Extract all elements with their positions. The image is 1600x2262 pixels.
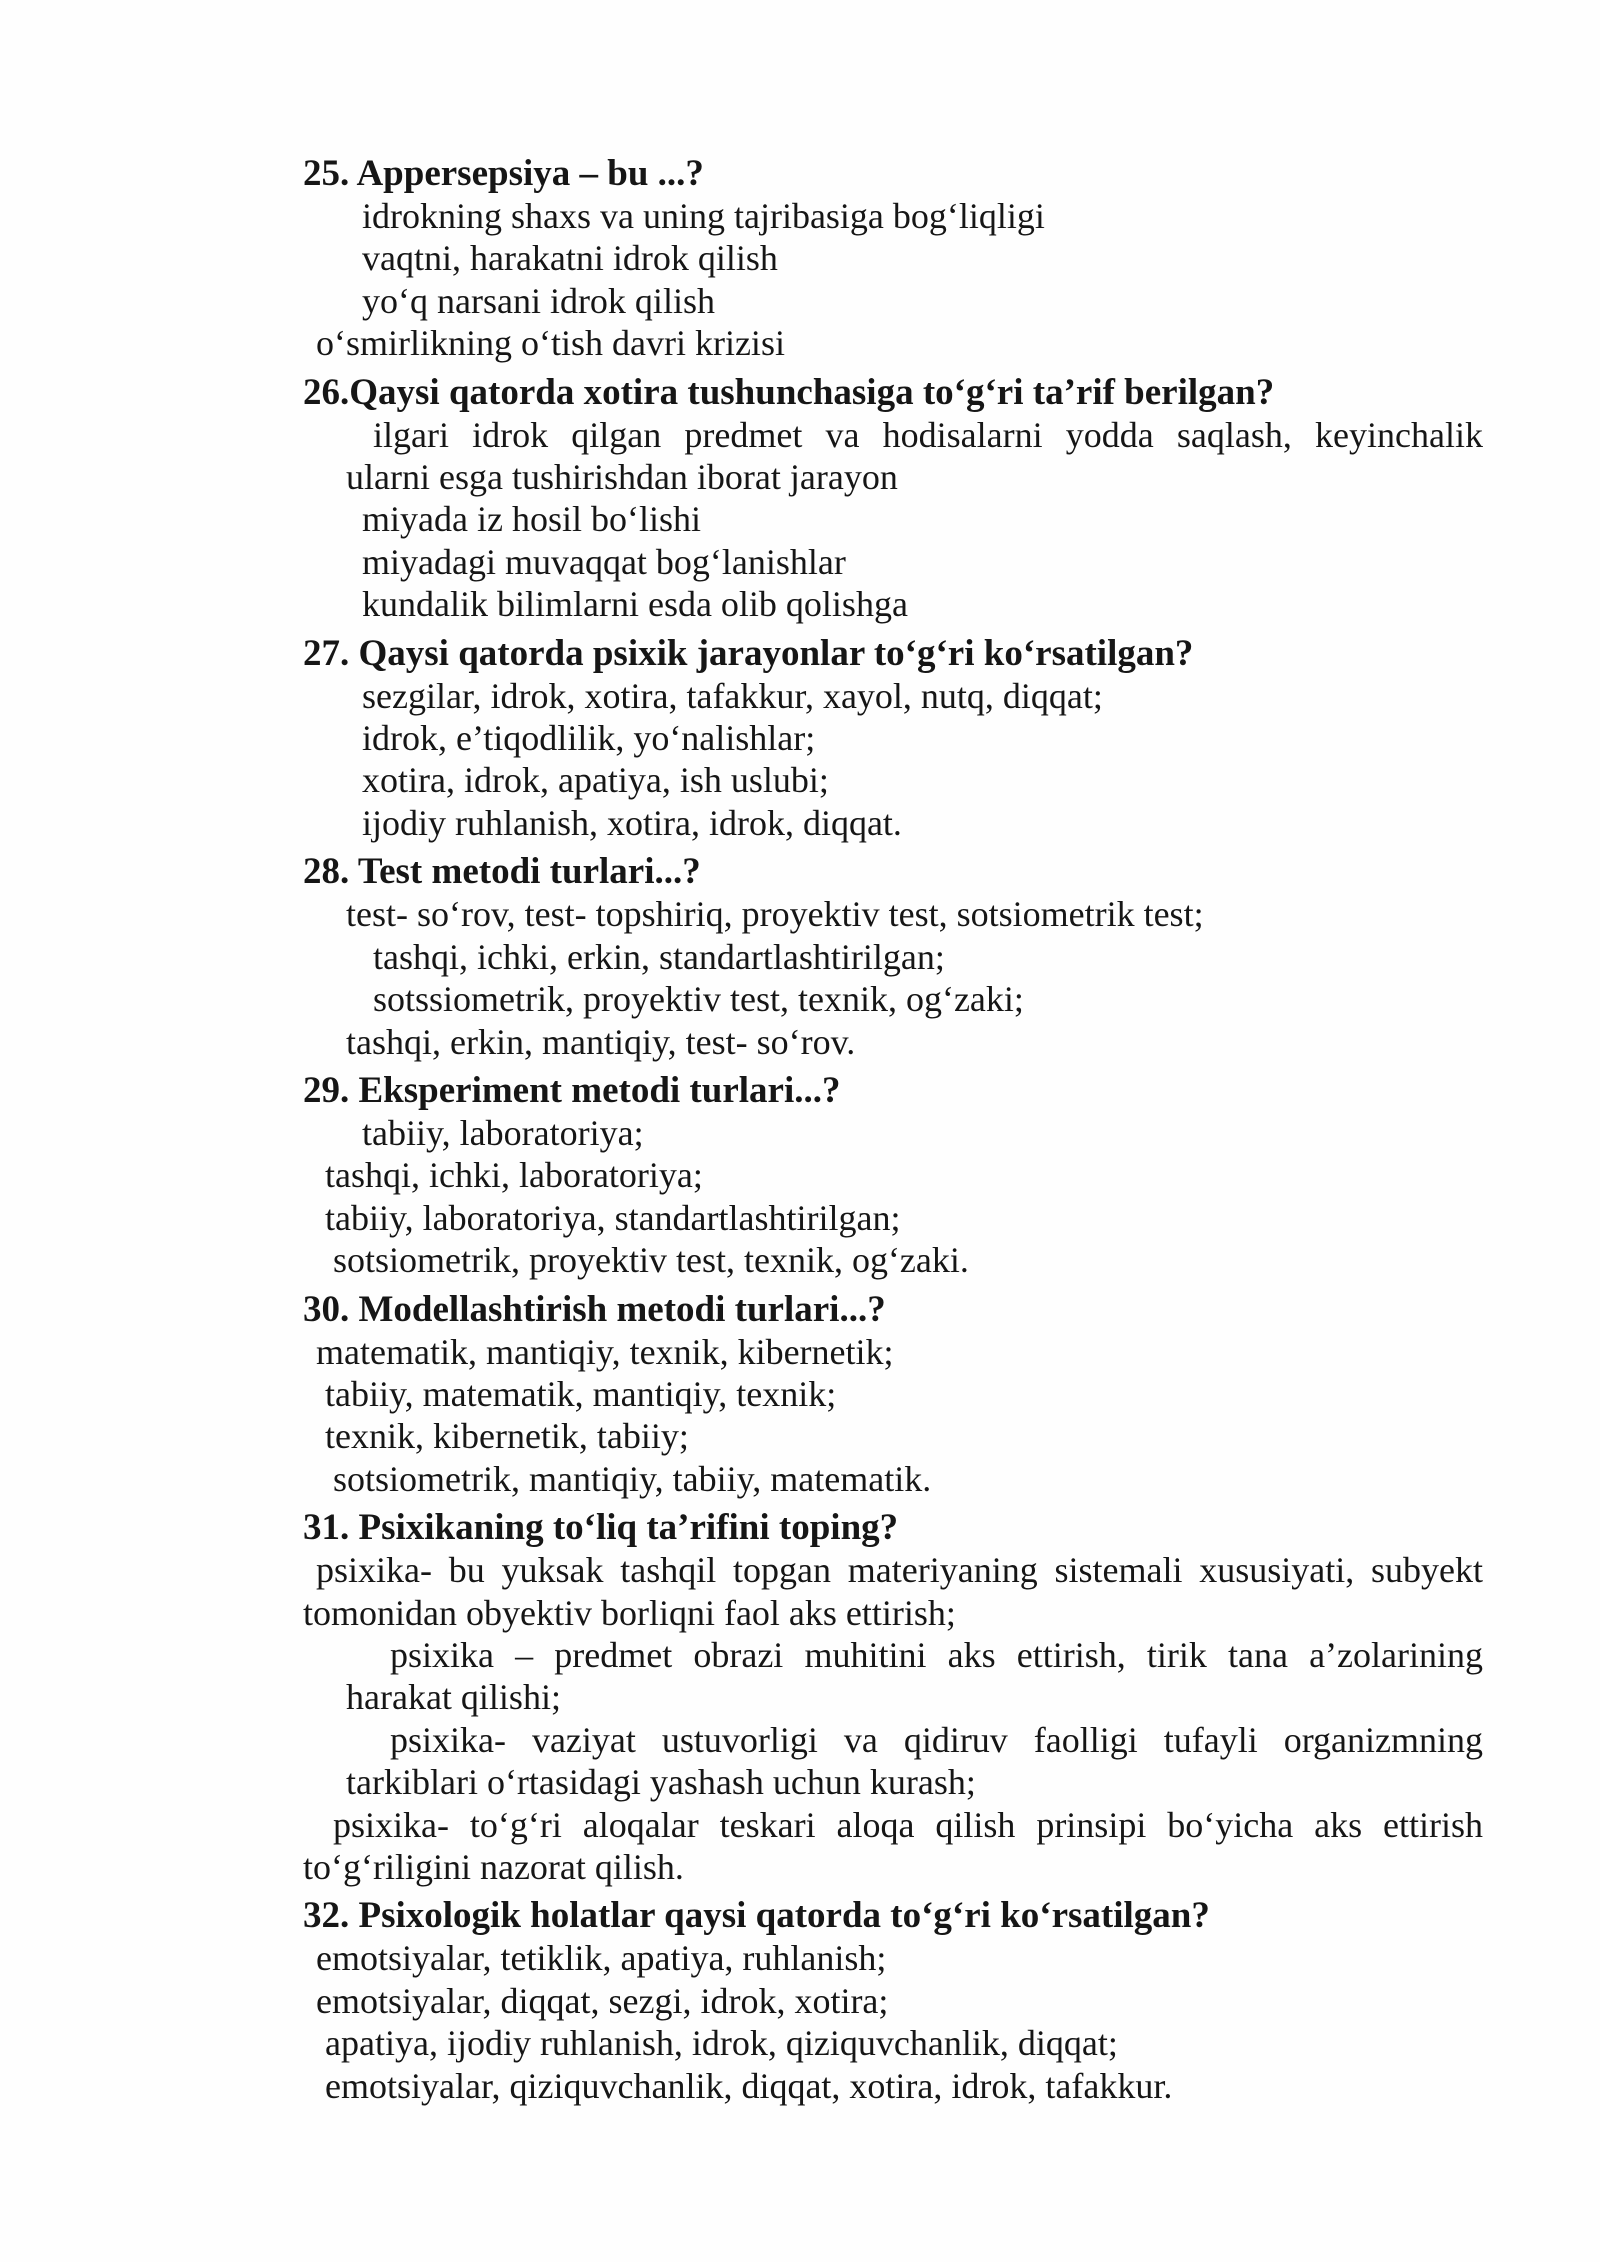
answer-option: texnik, kibernetik, tabiiy; — [325, 1416, 689, 1457]
answer-option: xotira, idrok, apatiya, ish uslubi; — [362, 760, 829, 801]
answer-option: idrokning shaxs va uning tajribasiga bog‘liqligi — [362, 196, 1045, 236]
answer-option: matematik, mantiqiy, texnik, kibernetik; — [316, 1331, 894, 1372]
question-heading: 26.Qaysi qatorda xotira tushunchasiga to‘g‘ri ta’rif berilgan? — [303, 371, 1275, 413]
question-25 — [303, 152, 1483, 365]
answer-option: tashqi, ichki, laboratoriya; — [325, 1155, 703, 1196]
question-32 — [303, 1894, 1483, 2107]
question-26 — [303, 371, 1483, 626]
question-29 — [303, 1069, 1483, 1282]
question-heading: 28. Test metodi turlari...? — [303, 851, 701, 893]
answer-option: vaqtni, harakatni idrok qilish — [362, 238, 778, 279]
answer-option: sezgilar, idrok, xotira, tafakkur, xayol, nutq, diqqat; — [362, 675, 1103, 716]
answer-option: ijodiy ruhlanish, xotira, idrok, diqqat. — [362, 802, 902, 843]
answer-option: emotsiyalar, diqqat, sezgi, idrok, xotira; — [316, 1980, 889, 2021]
answer-option: apatiya, ijodiy ruhlanish, idrok, qiziquvchanlik, diqqat; — [325, 2023, 1118, 2064]
quiz-content — [303, 146, 1483, 2107]
answer-option: tashqi, erkin, mantiqiy, test- so‘rov. — [346, 1021, 856, 1062]
answer-option-line: to‘g‘riligini nazorat qilish. — [303, 1847, 684, 1887]
question-30 — [303, 1288, 1483, 1501]
question-heading: 32. Psixologik holatlar qaysi qatorda to‘g‘ri ko‘rsatilgan? — [303, 1895, 1210, 1937]
answer-option: o‘smirlikning o‘tish davri krizisi — [316, 323, 785, 364]
answer-option: miyadagi muvaqqat bog‘lanishlar — [362, 541, 846, 582]
answer-option: miyada iz hosil bo‘lishi — [362, 499, 701, 540]
answer-option-line: tomonidan obyektiv borliqni faol aks ettirish; — [303, 1592, 956, 1633]
answer-option-line: ilgari idrok qilgan predmet va hodisalarni yodda saqlash, keyinchalik — [373, 414, 1483, 455]
answer-option: kundalik bilimlarni esda olib qolishga — [362, 584, 908, 625]
answer-option: tashqi, ichki, erkin, standartlashtirilgan; — [373, 936, 945, 977]
answer-option: test- so‘rov, test- topshiriq, proyektiv test, sotsiometrik test; — [346, 894, 1204, 935]
answer-option: idrok, e’tiqodlilik, yo‘nalishlar; — [362, 718, 816, 759]
answer-option: tabiiy, laboratoriya, standartlashtirilgan; — [325, 1197, 901, 1238]
answer-option: tabiiy, matematik, mantiqiy, texnik; — [325, 1373, 837, 1414]
answer-option-line: harakat qilishi; — [346, 1677, 561, 1718]
question-27 — [303, 632, 1483, 845]
question-heading: 29. Eksperiment metodi turlari...? — [303, 1069, 841, 1111]
answer-option: tabiiy, laboratoriya; — [362, 1112, 644, 1153]
answer-option-line: tarkiblari o‘rtasidagi yashash uchun kurash; — [346, 1762, 976, 1803]
answer-option: sotsiometrik, proyektiv test, texnik, og‘zaki. — [333, 1240, 969, 1281]
answer-option: emotsiyalar, tetiklik, apatiya, ruhlanish; — [316, 1938, 887, 1979]
answer-option-line: psixika- to‘g‘ri aloqalar teskari aloqa qilish prinsipi bo‘yicha aks ettirish — [333, 1804, 1483, 1845]
question-31 — [303, 1506, 1483, 1888]
answer-option-line: psixika- bu yuksak tashqil topgan materiyaning sistemali xususiyati, subyekt — [316, 1550, 1483, 1591]
question-heading: 30. Modellashtirish metodi turlari...? — [303, 1288, 886, 1330]
answer-option: sotssiometrik, proyektiv test, texnik, og‘zaki; — [373, 979, 1024, 1020]
question-heading: 25. Appersepsiya – bu ...? — [303, 153, 704, 194]
answer-option-line: ularni esga tushirishdan iborat jarayon — [346, 457, 898, 498]
answer-option-line: psixika- vaziyat ustuvorligi va qidiruv faolligi tufayli organizmning — [390, 1719, 1483, 1760]
answer-option: emotsiyalar, qiziquvchanlik, diqqat, xotira, idrok, tafakkur. — [325, 2065, 1173, 2106]
question-heading: 31. Psixikaning to‘liq ta’rifini toping? — [303, 1507, 899, 1549]
answer-option: yo‘q narsani idrok qilish — [362, 280, 715, 321]
question-28 — [303, 850, 1483, 1063]
question-heading: 27. Qaysi qatorda psixik jarayonlar to‘g‘ri ko‘rsatilgan? — [303, 632, 1194, 674]
answer-option: sotsiometrik, mantiqiy, tabiiy, matematik. — [333, 1458, 932, 1499]
answer-option-line: psixika – predmet obrazi muhitini aks ettirish, tirik tana a’zolarining — [390, 1634, 1483, 1675]
